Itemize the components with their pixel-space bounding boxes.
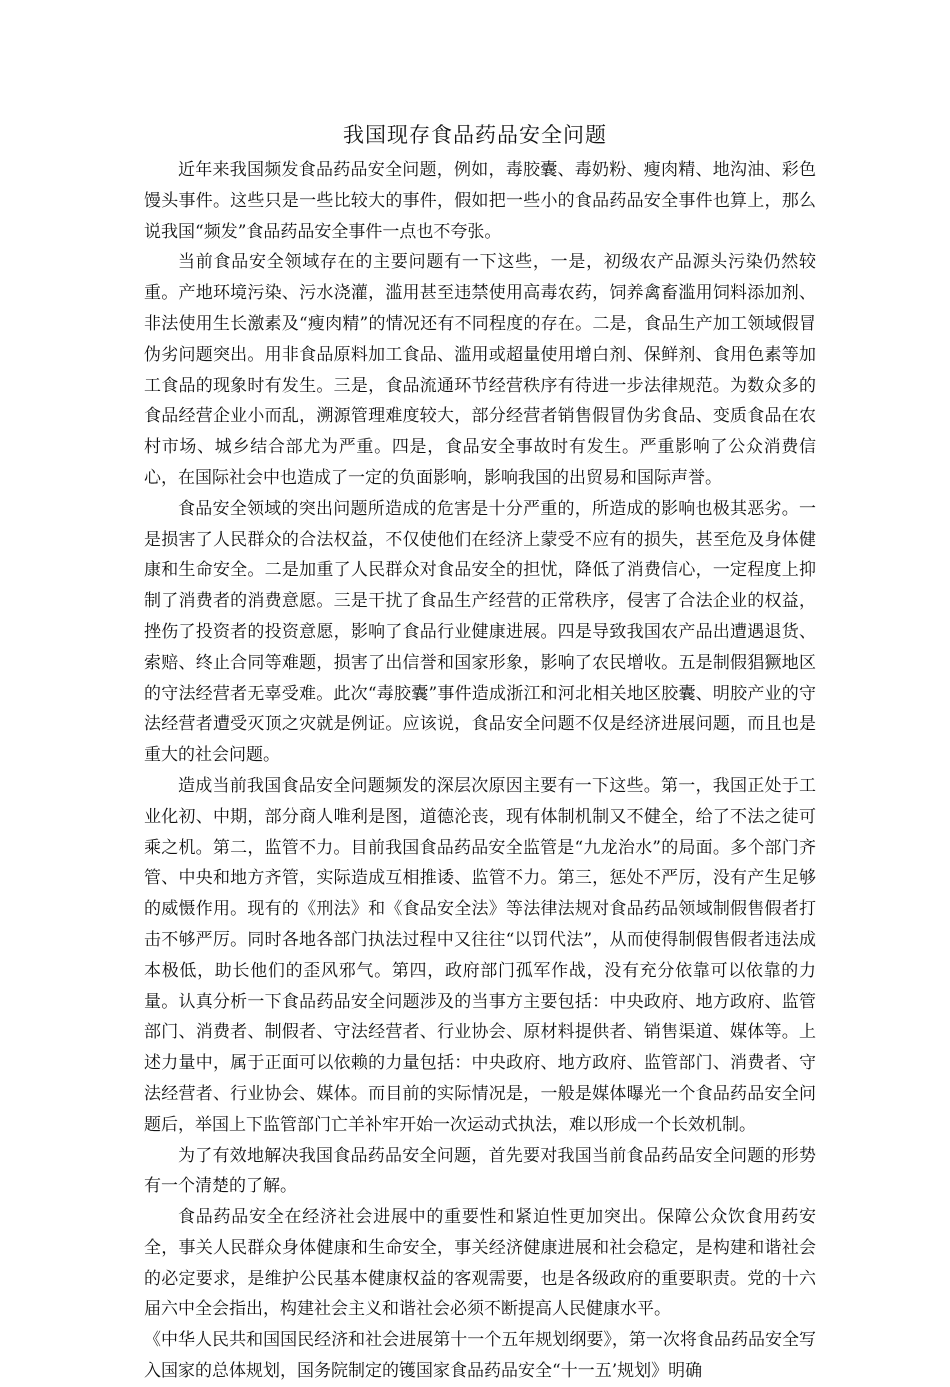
paragraph-5: 为了有效地解决我国食品药品安全问题，首先要对我国当前食品药品安全问题的形势有一个清楚的了解。	[144, 1145, 816, 1197]
paragraph-2: 当前食品安全领域存在的主要问题有一下这些，一是，初级农产品源头污染仍然较重。产地环境污染、污水浇灌，滥用甚至违禁使用高毒农药，饲养禽畜滥用饲料添加剂、非法使用生长激素及“瘦肉精”的情况还有不同程度的存在。二是，食品生产加工领域假冒伪劣问题突出。用非食品原料加工食品、滥用或超量使用增白剂、保鲜剂、食用色素等加工食品的现象时有发生。三是，食品流通环节经营秩序有待进一步法律规范。为数众多的食品经营企业小而乱，溯源管理难度较大，部分经营者销售假冒伪劣食品、变质食品在农村市场、城乡结合部尤为严重。四是，食品安全事故时有发生。严重影响了公众消费信心，在国际社会中也造成了一定的负面影响，影响我国的出贸易和国际声誉。	[144, 252, 816, 488]
document-title: 我国现存食品药品安全问题	[343, 123, 607, 147]
paragraph-1: 近年来我国频发食品药品安全问题，例如，毒胶囊、毒奶粉、瘦肉精、地沟油、彩色馒头事件。这些只是一些比较大的事件，假如把一些小的食品药品安全事件也算上，那么说我国“频发”食品药品安全事件一点也不夸张。	[144, 160, 816, 242]
paragraph-7-continuation: 《中华人民共和国国民经济和社会进展第十一个五年规划纲要》，第一次将食品药品安全写入国家的总体规划，国务院制定的镬国家食品药品安全“十一五’规划》明确	[144, 1330, 816, 1382]
document-body	[144, 155, 816, 1387]
paragraph-6: 食品药品安全在经济社会进展中的重要性和紧迫性更加突出。保障公众饮食用药安全，事关人民群众身体健康和生命安全，事关经济健康进展和社会稳定，是构建和谐社会的必定要求，是维护公民基本健康权益的客观需要，也是各级政府的重要职责。党的十六届六中全会指出，构建社会主义和谐社会必须不断提高人民健康水平。	[144, 1207, 816, 1320]
paragraph-4: 造成当前我国食品安全问题频发的深层次原因主要有一下这些。第一，我国正处于工业化初、中期，部分商人唯利是图，道德沦丧，现有体制机制又不健全，给了不法之徒可乘之机。第二，监管不力。目前我国食品药品安全监管是“九龙治水”的局面。多个部门齐管、中央和地方齐管，实际造成互相推诿、监管不力。第三，惩处不严厉，没有产生足够的威慑作用。现有的《刑法》和《食品安全法》等法律法规对食品药品领域制假售假者打击不够严厉。同时各地各部门执法过程中又往往“以罚代法”，从而使得制假售假者违法成本极低，助长他们的歪风邪气。第四，政府部门孤军作战，没有充分依靠可以依靠的力量。认真分析一下食品药品安全问题涉及的当事方主要包括：中央政府、地方政府、监管部门、消费者、制假者、守法经营者、行业协会、原材料提供者、销售渠道、媒体等。上述力量中，属于正面可以依赖的力量包括：中央政府、地方政府、监管部门、消费者、守法经营者、行业协会、媒体。而目前的实际情况是，一般是媒体曝光一个食品药品安全问题后，举国上下监管部门亡羊补牢开始一次运动式执法，难以形成一个长效机制。	[144, 775, 816, 1135]
paragraph-3: 食品安全领域的突出问题所造成的危害是十分严重的，所造成的影响也极其恶劣。一是损害了人民群众的合法权益，不仅使他们在经济上蒙受不应有的损失，甚至危及身体健康和生命安全。二是加重了人民群众对食品安全的担忧，降低了消费信心，一定程度上抑制了消费者的消费意愿。三是干扰了食品生产经营的正常秩序，侵害了合法企业的权益，挫伤了投资者的投资意愿，影响了食品行业健康进展。四是导致我国农产品出遭遇退货、索赔、终止合同等难题，损害了出信誉和国家形象，影响了农民增收。五是制假猖獗地区的守法经营者无辜受难。此次“毒胶囊”事件造成浙江和河北相关地区胶囊、明胶产业的守法经营者遭受灭顶之灾就是例证。应该说，食品安全问题不仅是经济进展问题，而且也是重大的社会问题。	[144, 498, 816, 766]
